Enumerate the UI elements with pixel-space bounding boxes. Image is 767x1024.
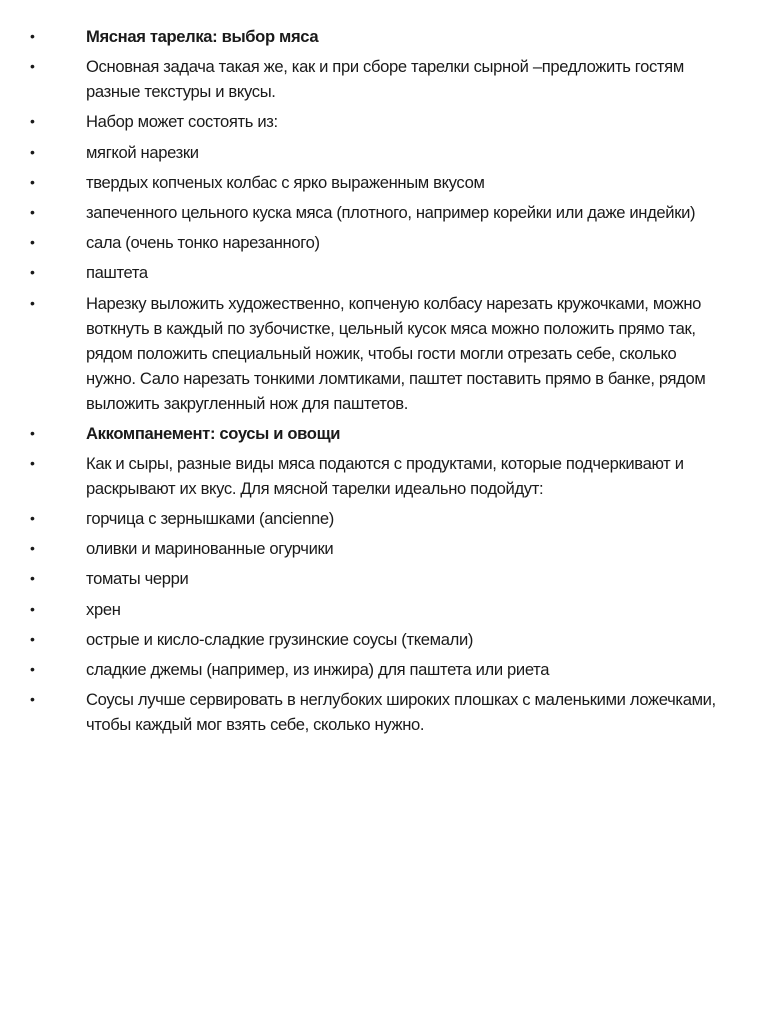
list-item-text: острые и кисло-сладкие грузинские соусы (ткемали) — [86, 629, 474, 649]
list-item-text: Как и сыры, разные виды мяса подаются с продуктами, которые подчеркивают и раскрывают их вкус. Для мясной тарелки идеально подойдут: — [86, 453, 684, 498]
list-item — [30, 536, 730, 561]
list-item — [30, 506, 730, 531]
list-item-text: хрен — [86, 599, 121, 619]
list-item — [30, 627, 730, 652]
bullet-icon: • — [30, 454, 35, 471]
list-item-text: томаты черри — [86, 569, 189, 589]
list-item — [30, 451, 730, 501]
list-item — [30, 230, 730, 255]
list-item-text: сала (очень тонко нарезанного) — [86, 233, 320, 253]
list-item — [30, 109, 730, 134]
list-item-text: Мясная тарелка: выбор мяса — [86, 27, 319, 46]
bullet-icon: • — [30, 691, 35, 708]
list-item-text: мягкой нарезки — [86, 142, 199, 162]
bullet-icon: • — [30, 540, 35, 557]
bullet-icon: • — [30, 570, 35, 587]
list-item — [30, 140, 730, 165]
bullet-icon: • — [30, 173, 35, 190]
list-item-text: оливки и маринованные огурчики — [86, 539, 334, 559]
bullet-icon: • — [30, 58, 35, 75]
bullet-icon: • — [30, 294, 35, 311]
list-item-text: сладкие джемы (например, из инжира) для паштета или риета — [86, 660, 550, 679]
list-item — [30, 687, 730, 737]
list-item-text: Аккомпанемент: соусы и овощи — [86, 423, 341, 443]
bullet-icon: • — [30, 424, 35, 441]
list-item — [30, 597, 730, 622]
bullet-icon: • — [30, 28, 35, 44]
list-item-text: Основная задача такая же, как и при сборе тарелки сырной –предложить гостям разные текстуры и вкусы. — [86, 57, 684, 102]
list-item — [30, 170, 730, 195]
list-item-heading — [30, 24, 730, 49]
bullet-icon: • — [30, 113, 35, 130]
bullet-icon: • — [30, 510, 35, 527]
list-item-heading — [30, 421, 730, 446]
bullet-icon: • — [30, 661, 35, 677]
list-item — [30, 200, 730, 225]
list-item-text: твердых копченых колбас с ярко выраженным вкусом — [86, 172, 485, 192]
list-item — [30, 260, 730, 285]
bullet-icon: • — [30, 143, 35, 160]
bullet-icon: • — [30, 234, 35, 251]
list-item-text: паштета — [86, 263, 148, 283]
list-item — [30, 566, 730, 591]
list-item-text: горчица с зернышками (ancienne) — [86, 509, 334, 529]
list-item — [30, 657, 730, 682]
bullet-icon: • — [30, 203, 35, 220]
list-item-text: запеченного цельного куска мяса (плотного, например корейки или даже индейки) — [86, 202, 696, 222]
list-item-text: Нарезку выложить художественно, копченую колбасу нарезать кружочками, можно воткнуть в каждый по зубочистке, цельный кусок мяса можно положить прямо так, рядом положить специальный ножик, чтобы гости могли отрезать себе, сколько нужно. Сало нарезать тонкими ломтиками, паштет поставить прямо в банке, рядом выложить закругленный нож для паштетов. — [86, 293, 706, 413]
bullet-list — [30, 24, 730, 742]
bullet-icon: • — [30, 630, 35, 647]
list-item — [30, 54, 730, 104]
bullet-icon: • — [30, 600, 35, 617]
list-item-text: Соусы лучше сервировать в неглубоких широких плошках с маленькими ложечками, чтобы каждый мог взять себе, сколько нужно. — [86, 690, 716, 735]
list-item — [30, 291, 730, 416]
list-item-text: Набор может состоять из: — [86, 112, 278, 132]
bullet-icon: • — [30, 264, 35, 281]
